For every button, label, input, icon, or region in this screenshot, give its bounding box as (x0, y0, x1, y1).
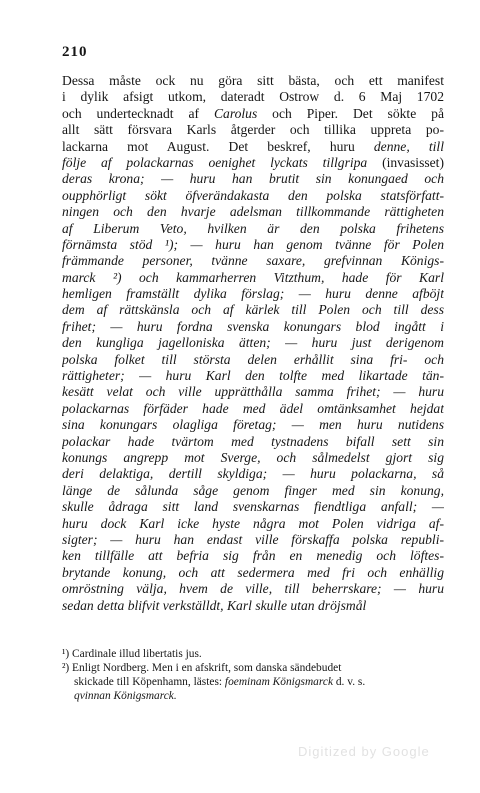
text-line (62, 417, 444, 433)
text-line-it: skulle ådraga sitt land svenskarnas fiendtliga anfall; — (62, 499, 444, 515)
text-line-it: kesätt velat och ville upprätthålla samma frihet; — huru (62, 384, 444, 400)
text-line-it: deras krona; — huru han brutit sin konungaed och (62, 171, 444, 187)
text-line-it: deri delaktiga, dertill skyldiga; — huru polackarna, så (62, 466, 444, 482)
watermark: Digitized by Google (298, 744, 430, 759)
footnote-1: ¹) Cardinale illud libertatis jus. (62, 648, 202, 660)
text-line-it: sina konungars olagliga företag; — men huru nutidens (62, 417, 444, 433)
text-line (62, 122, 444, 138)
text-line-it: ningen och den hvarje adelsman tillkommande rättigheten (62, 204, 444, 220)
text-line (62, 89, 444, 105)
text-line (62, 253, 444, 269)
text-line-pre: lackarna mot August. Det beskref, huru (62, 138, 374, 154)
text-line-it: följe af polackarnas oenighet lyckats tillgripa (62, 154, 368, 170)
text-line-pre: allt sätt försvara Karls åtgerder och tillika uppreta po- (62, 122, 444, 138)
text-line-it: huru dock Karl icke hyste några mot Polen vidriga af- (62, 515, 444, 531)
text-line (62, 73, 444, 89)
text-line-it: länge de sålunda såge genom finger med sin konung, (62, 482, 444, 498)
text-line-it: polska folket till största delen erhållit sina fri- och (62, 351, 444, 367)
text-line-pre: Dessa måste ock nu göra sitt bästa, och ett manifest (62, 73, 444, 88)
text-line-pre: i dylik afsigt utkom, dateradt Ostrow d. 6 Maj 1702 (62, 89, 444, 105)
text-line (62, 139, 444, 155)
body-text (62, 73, 444, 614)
text-line-it: förnämsta stöd ¹); — huru han genom tvänne för Polen (62, 236, 444, 252)
text-line (62, 352, 444, 368)
text-line (62, 483, 444, 499)
text-line-it: rättigheter; — huru Karl den tolfte med likartade tän- (62, 368, 444, 384)
text-line-it: hemligen framställt dylika förslag; — huru denne afböjt (62, 286, 444, 302)
text-line (62, 548, 444, 564)
text-line (62, 221, 444, 237)
text-line-it: främmande personer, tvänne saxare, grefvinnan Königs- (62, 253, 444, 269)
text-line-it: denne, till (373, 138, 444, 154)
text-line (62, 155, 444, 171)
footnote-2-line-3-italic: qvinnan Königsmarck. (74, 690, 177, 702)
text-line-it: frihet; — huru fordna svenska konungars blod ingått i (62, 318, 444, 334)
text-line (62, 598, 444, 614)
text-line (62, 335, 444, 351)
text-line (62, 188, 444, 204)
footnote-2-line-2-italic: foeminam Königsmarck (224, 676, 334, 688)
text-line-it: sedan detta blifvit verkställdt, Karl skulle utan dröjsmål (62, 597, 367, 613)
text-line (62, 499, 444, 515)
text-line-post: (invasisset) (367, 154, 444, 170)
footnote-2-line-2 (62, 675, 444, 689)
text-line (62, 466, 444, 482)
text-line (62, 450, 444, 466)
text-line-pre: och undertecknadt af (62, 105, 214, 121)
text-line (62, 171, 444, 187)
text-line-it: marck ²) och kammarherren Vitzthum, hade för Karl (62, 269, 444, 285)
footnote-2-line-2-pre: skickade till Köpenhamn, lästes: (74, 676, 225, 688)
text-line (62, 319, 444, 335)
text-line (62, 401, 444, 417)
text-line-it: polackar hade tvärtom med tystnadens bifall sett sin (62, 433, 444, 449)
footnote-2-line-3 (62, 689, 444, 703)
text-line-it: af Liberum Veto, hvilken är den polska frihetens (62, 220, 444, 236)
text-line-post: och Piper. Det sökte på (257, 105, 444, 121)
text-line (62, 106, 444, 122)
text-line (62, 532, 444, 548)
footnote-2-line-1: ²) Enligt Nordberg. Men i en afskrift, som danska sändebudet (62, 662, 342, 674)
text-line-it: den kungliga jagelloniska ätten; — huru just derigenom (62, 335, 444, 351)
text-line (62, 270, 444, 286)
page-number: 210 (62, 44, 88, 60)
text-line-it: oupphörligt sökt öfverändakasta den polska statsförfatt- (62, 187, 444, 203)
text-line (62, 302, 444, 318)
footnotes (62, 647, 444, 703)
text-line-it: brytande konung, och att sedermera med fri och enhällig (62, 564, 444, 580)
text-line-it: ken tillfälle att befria sig från en menedig och löftes- (62, 548, 444, 564)
text-line-it: Carolus (213, 105, 258, 121)
text-line-it: omröstning välja, hvem de ville, till beherrskare; — huru (62, 581, 444, 597)
text-line (62, 204, 444, 220)
text-line (62, 237, 444, 253)
text-line-it: konungs angrepp mot Sverge, och sålmedelst gjort sig (62, 449, 444, 465)
text-line-it: polackarnas förfäder hade med ädel omtänksamhet hejdat (62, 400, 444, 416)
text-line (62, 384, 444, 400)
text-line-it: dem af rättskänsla och af kärlek till Polen och till dess (62, 302, 444, 318)
text-line (62, 565, 444, 581)
footnote-2-line-2-post: d. v. s. (333, 676, 366, 688)
text-line-it: sigter; — huru han endast ville förskaffa polska republi- (62, 531, 444, 547)
text-line (62, 516, 444, 532)
text-line (62, 434, 444, 450)
text-line (62, 368, 444, 384)
text-line (62, 581, 444, 597)
text-line (62, 286, 444, 302)
